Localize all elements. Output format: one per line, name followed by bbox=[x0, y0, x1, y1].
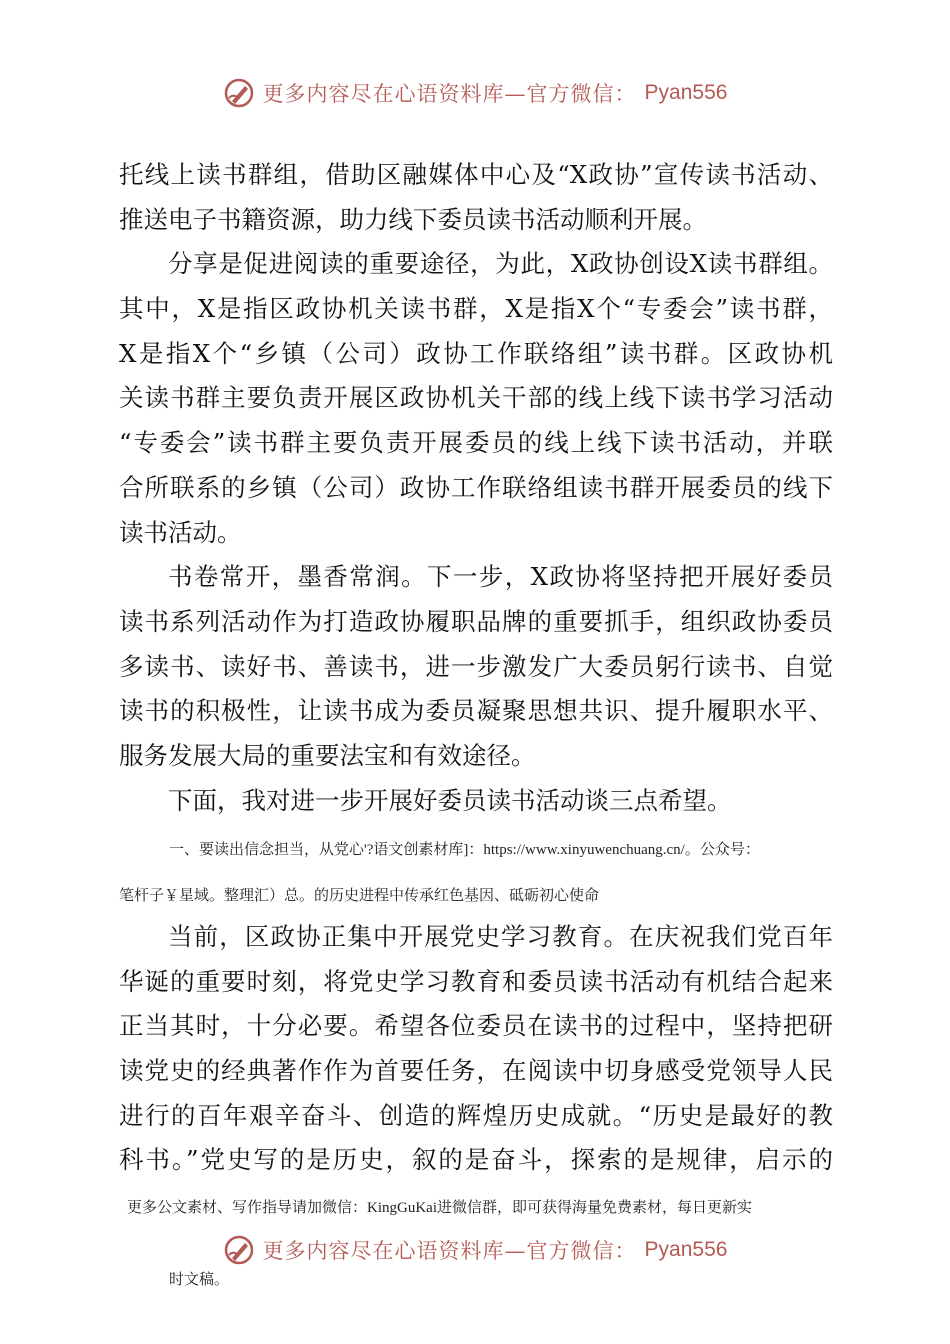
footer-note-line-1: 更多公文素材、写作指导请加微信：KingGuKai进微信群，即可获得海量免费素材，每日更新实 bbox=[127, 1200, 752, 1216]
body-block-1 bbox=[119, 153, 833, 823]
text-line: X是指X个“乡镇（公司）政协工作联络组”读书群。区政协机 bbox=[119, 338, 833, 368]
text-line: 服务发展大局的重要法宝和有效途径。 bbox=[119, 740, 536, 770]
banner-text: 更多内容尽在心语资料库—官方微信： bbox=[262, 1239, 637, 1263]
banner-wechat-id: Pyan556 bbox=[644, 1238, 728, 1261]
pen-logo-icon bbox=[223, 77, 255, 109]
body-block-2 bbox=[119, 915, 833, 1183]
text-line: 推送电子书籍资源，助力线下委员读书活动顺利开展。 bbox=[119, 204, 707, 234]
text-line: 托线上读书群组，借助区融媒体中心及“X政协”宣传读书活动、 bbox=[119, 160, 833, 189]
banner-wechat-id: Pyan556 bbox=[644, 81, 728, 104]
text-line: 读书活动。 bbox=[119, 517, 242, 547]
footer-banner bbox=[0, 1230, 950, 1270]
text-line: 多读书、读好书、善读书，进一步激发广大委员躬行读书、自觉 bbox=[119, 651, 833, 681]
text-line: 书卷常开，墨香常润。下一步，X政协将坚持把开展好委员 bbox=[168, 562, 833, 592]
text-line: 进行的百年艰辛奋斗、创造的辉煌历史成就。“历史是最好的教 bbox=[119, 1100, 833, 1130]
text-line: 读书的积极性，让读书成为委员凝聚思想共识、提升履职水平、 bbox=[119, 696, 833, 726]
pen-logo-icon bbox=[223, 1234, 255, 1266]
header-banner bbox=[0, 73, 950, 113]
heading-note-line-1: 一、要读出信念担当，从党心'?语文创素材库]：https://www.xinyuwenchuang.cn/。公众号： bbox=[169, 842, 760, 858]
text-line: 关读书群主要负责开展区政协机关干部的线上线下读书学习活动 bbox=[119, 383, 833, 413]
text-line: 分享是促进阅读的重要途径，为此，X政协创设X读书群组。 bbox=[168, 249, 833, 279]
text-line: 读党史的经典著作作为首要任务，在阅读中切身感受党领导人民 bbox=[119, 1056, 833, 1086]
text-line: 当前，区政协正集中开展党史学习教育。在庆祝我们党百年 bbox=[168, 922, 833, 951]
text-line: 读书系列活动作为打造政协履职品牌的重要抓手，组织政协委员 bbox=[119, 606, 833, 636]
text-line: 合所联系的乡镇（公司）政协工作联络组读书群开展委员的线下 bbox=[119, 472, 833, 502]
heading-note-line-2: 笔杆子￥星域。整理汇）总。的历史进程中传承红色基因、砥砺初心使命 bbox=[119, 888, 600, 904]
text-line: 其中，X是指区政协机关读书群，X是指X个“专委会”读书群， bbox=[119, 294, 833, 324]
text-line: 华诞的重要时刻，将党史学习教育和委员读书活动有机结合起来 bbox=[119, 966, 833, 996]
text-line: 下面，我对进一步开展好委员读书活动谈三点希望。 bbox=[168, 785, 732, 815]
banner-text: 更多内容尽在心语资料库—官方微信： bbox=[262, 82, 637, 106]
text-line: “专委会”读书群主要负责开展委员的线上线下读书活动，并联 bbox=[119, 428, 833, 458]
text-line: 科书。”党史写的是历史，叙的是奋斗，探索的是规律，启示的 bbox=[119, 1145, 833, 1175]
footer-note-line-2: 时文稿。 bbox=[169, 1272, 230, 1288]
text-line: 正当其时，十分必要。希望各位委员在读书的过程中，坚持把研 bbox=[119, 1011, 833, 1041]
